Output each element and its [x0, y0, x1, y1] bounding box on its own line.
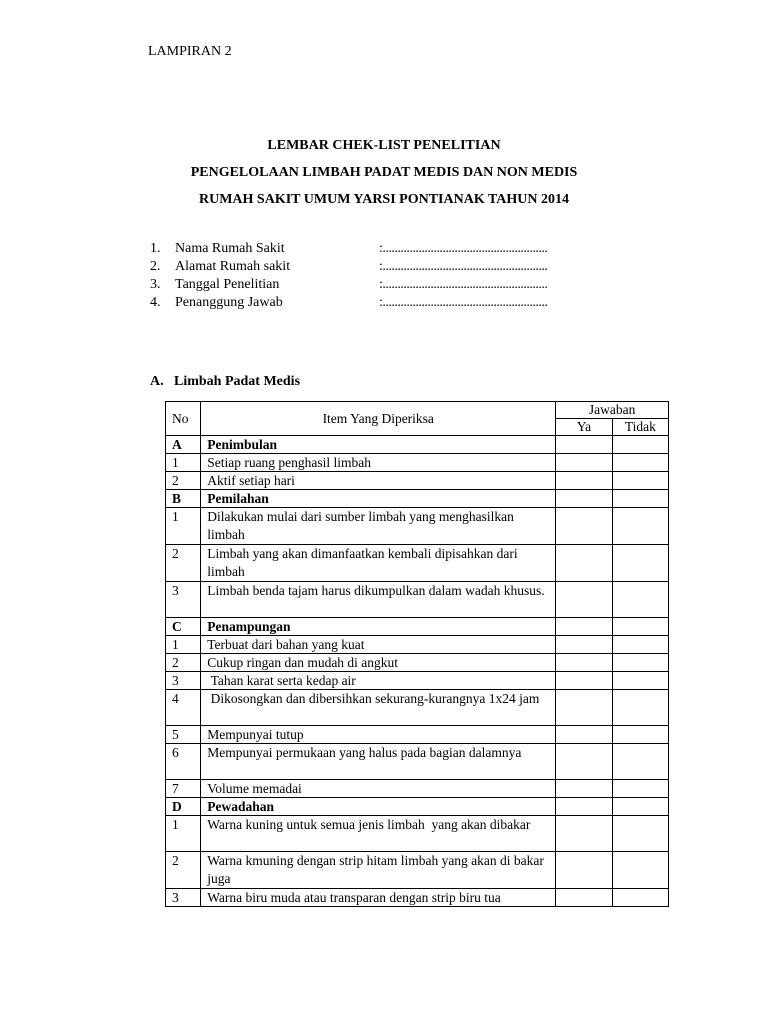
identity-number: 2.: [150, 259, 161, 274]
row-number: C: [166, 618, 201, 636]
table-row: [166, 672, 669, 690]
answer-tidak-cell[interactable]: [612, 454, 668, 472]
table-row: [166, 654, 669, 672]
answer-tidak-cell[interactable]: [612, 816, 668, 852]
item-text: Limbah benda tajam harus dikumpulkan dalam wadah khusus.: [201, 582, 556, 618]
answer-tidak-cell[interactable]: [612, 490, 668, 508]
answer-tidak-cell[interactable]: [612, 780, 668, 798]
row-number: D: [166, 798, 201, 816]
answer-ya-cell[interactable]: [556, 472, 612, 490]
identity-label: Penanggung Jawab: [175, 295, 283, 310]
answer-tidak-cell[interactable]: [612, 436, 668, 454]
item-text: Volume memadai: [201, 780, 556, 798]
group-title: Pemilahan: [201, 490, 556, 508]
answer-ya-cell[interactable]: [556, 889, 612, 907]
answer-ya-cell[interactable]: [556, 436, 612, 454]
item-text: Terbuat dari bahan yang kuat: [201, 636, 556, 654]
answer-tidak-cell[interactable]: [612, 508, 668, 545]
header-jawaban: Jawaban: [556, 402, 669, 419]
group-title: Penimbulan: [201, 436, 556, 454]
table-row: [166, 690, 669, 726]
table-row: [166, 816, 669, 852]
answer-ya-cell[interactable]: [556, 508, 612, 545]
answer-tidak-cell[interactable]: [612, 472, 668, 490]
row-number: 1: [166, 636, 201, 654]
answer-ya-cell[interactable]: [556, 798, 612, 816]
answer-tidak-cell[interactable]: [612, 744, 668, 780]
group-title: Penampungan: [201, 618, 556, 636]
table-group-row: [166, 436, 669, 454]
identity-fill-line: :.......................................................: [379, 241, 548, 256]
answer-tidak-cell[interactable]: [612, 545, 668, 582]
identity-number: 1.: [150, 241, 161, 256]
section-title: Limbah Padat Medis: [174, 374, 301, 389]
row-number: 2: [166, 654, 201, 672]
item-text: Setiap ruang penghasil limbah: [201, 454, 556, 472]
item-text: Dilakukan mulai dari sumber limbah yang menghasilkan limbah: [201, 508, 556, 545]
answer-tidak-cell[interactable]: [612, 636, 668, 654]
table-group-row: [166, 490, 669, 508]
answer-tidak-cell[interactable]: [612, 582, 668, 618]
identity-number: 3.: [150, 277, 161, 292]
answer-ya-cell[interactable]: [556, 690, 612, 726]
answer-ya-cell[interactable]: [556, 816, 612, 852]
header-item: Item Yang Diperiksa: [201, 402, 556, 436]
table-row: [166, 472, 669, 490]
identity-label: Alamat Rumah sakit: [175, 259, 291, 274]
identity-number: 4.: [150, 295, 161, 310]
answer-tidak-cell[interactable]: [612, 726, 668, 744]
title-line-1: LEMBAR CHEK-LIST PENELITIAN: [267, 138, 501, 153]
item-text: Aktif setiap hari: [201, 472, 556, 490]
row-number: 3: [166, 582, 201, 618]
answer-ya-cell[interactable]: [556, 490, 612, 508]
row-number: 1: [166, 508, 201, 545]
table-row: [166, 889, 669, 907]
section-letter: A.: [150, 374, 164, 389]
row-number: B: [166, 490, 201, 508]
answer-tidak-cell[interactable]: [612, 672, 668, 690]
item-text: Tahan karat serta kedap air: [201, 672, 556, 690]
row-number: 7: [166, 780, 201, 798]
table-row: [166, 454, 669, 472]
answer-tidak-cell[interactable]: [612, 798, 668, 816]
row-number: 3: [166, 672, 201, 690]
document-title: [0, 136, 768, 217]
item-text: Warna kmuning dengan strip hitam limbah yang akan di bakar juga: [201, 852, 556, 889]
answer-ya-cell[interactable]: [556, 852, 612, 889]
row-number: 2: [166, 472, 201, 490]
group-title: Pewadahan: [201, 798, 556, 816]
table-row: [166, 726, 669, 744]
row-number: 4: [166, 690, 201, 726]
row-number: 5: [166, 726, 201, 744]
header-tidak: Tidak: [612, 419, 668, 436]
answer-ya-cell[interactable]: [556, 780, 612, 798]
section-heading: [150, 374, 300, 390]
header-no: No: [166, 402, 201, 436]
row-number: 2: [166, 852, 201, 889]
table-row: [166, 744, 669, 780]
table-row: [166, 636, 669, 654]
answer-ya-cell[interactable]: [556, 545, 612, 582]
item-text: Warna biru muda atau transparan dengan strip biru tua: [201, 889, 556, 907]
row-number: 3: [166, 889, 201, 907]
answer-tidak-cell[interactable]: [612, 654, 668, 672]
answer-ya-cell[interactable]: [556, 454, 612, 472]
table-row: [166, 545, 669, 582]
table-row: [166, 852, 669, 889]
row-number: 1: [166, 454, 201, 472]
answer-ya-cell[interactable]: [556, 672, 612, 690]
identity-fill-line: :.......................................................: [379, 277, 548, 292]
answer-tidak-cell[interactable]: [612, 618, 668, 636]
item-text: Mempunyai permukaan yang halus pada bagian dalamnya: [201, 744, 556, 780]
item-text: Dikosongkan dan dibersihkan sekurang-kurangnya 1x24 jam: [201, 690, 556, 726]
table-header-row: [166, 402, 669, 419]
table-row: [166, 508, 669, 545]
answer-ya-cell[interactable]: [556, 636, 612, 654]
row-number: 1: [166, 816, 201, 852]
answer-ya-cell[interactable]: [556, 654, 612, 672]
answer-tidak-cell[interactable]: [612, 690, 668, 726]
answer-tidak-cell[interactable]: [612, 889, 668, 907]
item-text: Limbah yang akan dimanfaatkan kembali dipisahkan dari limbah: [201, 545, 556, 582]
table-group-row: [166, 618, 669, 636]
item-text: Warna kuning untuk semua jenis limbah yang akan dibakar: [201, 816, 556, 852]
row-number: 6: [166, 744, 201, 780]
title-line-3: RUMAH SAKIT UMUM YARSI PONTIANAK TAHUN 2014: [199, 192, 569, 207]
identity-label: Tanggal Penelitian: [175, 277, 280, 292]
identity-fill-line: :.......................................................: [379, 259, 548, 274]
row-number: 2: [166, 545, 201, 582]
row-number: A: [166, 436, 201, 454]
answer-ya-cell[interactable]: [556, 618, 612, 636]
header-ya: Ya: [556, 419, 612, 436]
appendix-label: LAMPIRAN 2: [148, 44, 232, 59]
answer-tidak-cell[interactable]: [612, 852, 668, 889]
table-row: [166, 582, 669, 618]
checklist-table: [165, 401, 669, 907]
answer-ya-cell[interactable]: [556, 744, 612, 780]
identity-label: Nama Rumah Sakit: [175, 241, 285, 256]
table-group-row: [166, 798, 669, 816]
checklist-body: [166, 436, 669, 907]
answer-ya-cell[interactable]: [556, 726, 612, 744]
answer-ya-cell[interactable]: [556, 582, 612, 618]
title-line-2: PENGELOLAAN LIMBAH PADAT MEDIS DAN NON MEDIS: [190, 165, 578, 180]
item-text: Mempunyai tutup: [201, 726, 556, 744]
identity-fill-line: :.......................................................: [379, 295, 548, 310]
table-row: [166, 780, 669, 798]
item-text: Cukup ringan dan mudah di angkut: [201, 654, 556, 672]
